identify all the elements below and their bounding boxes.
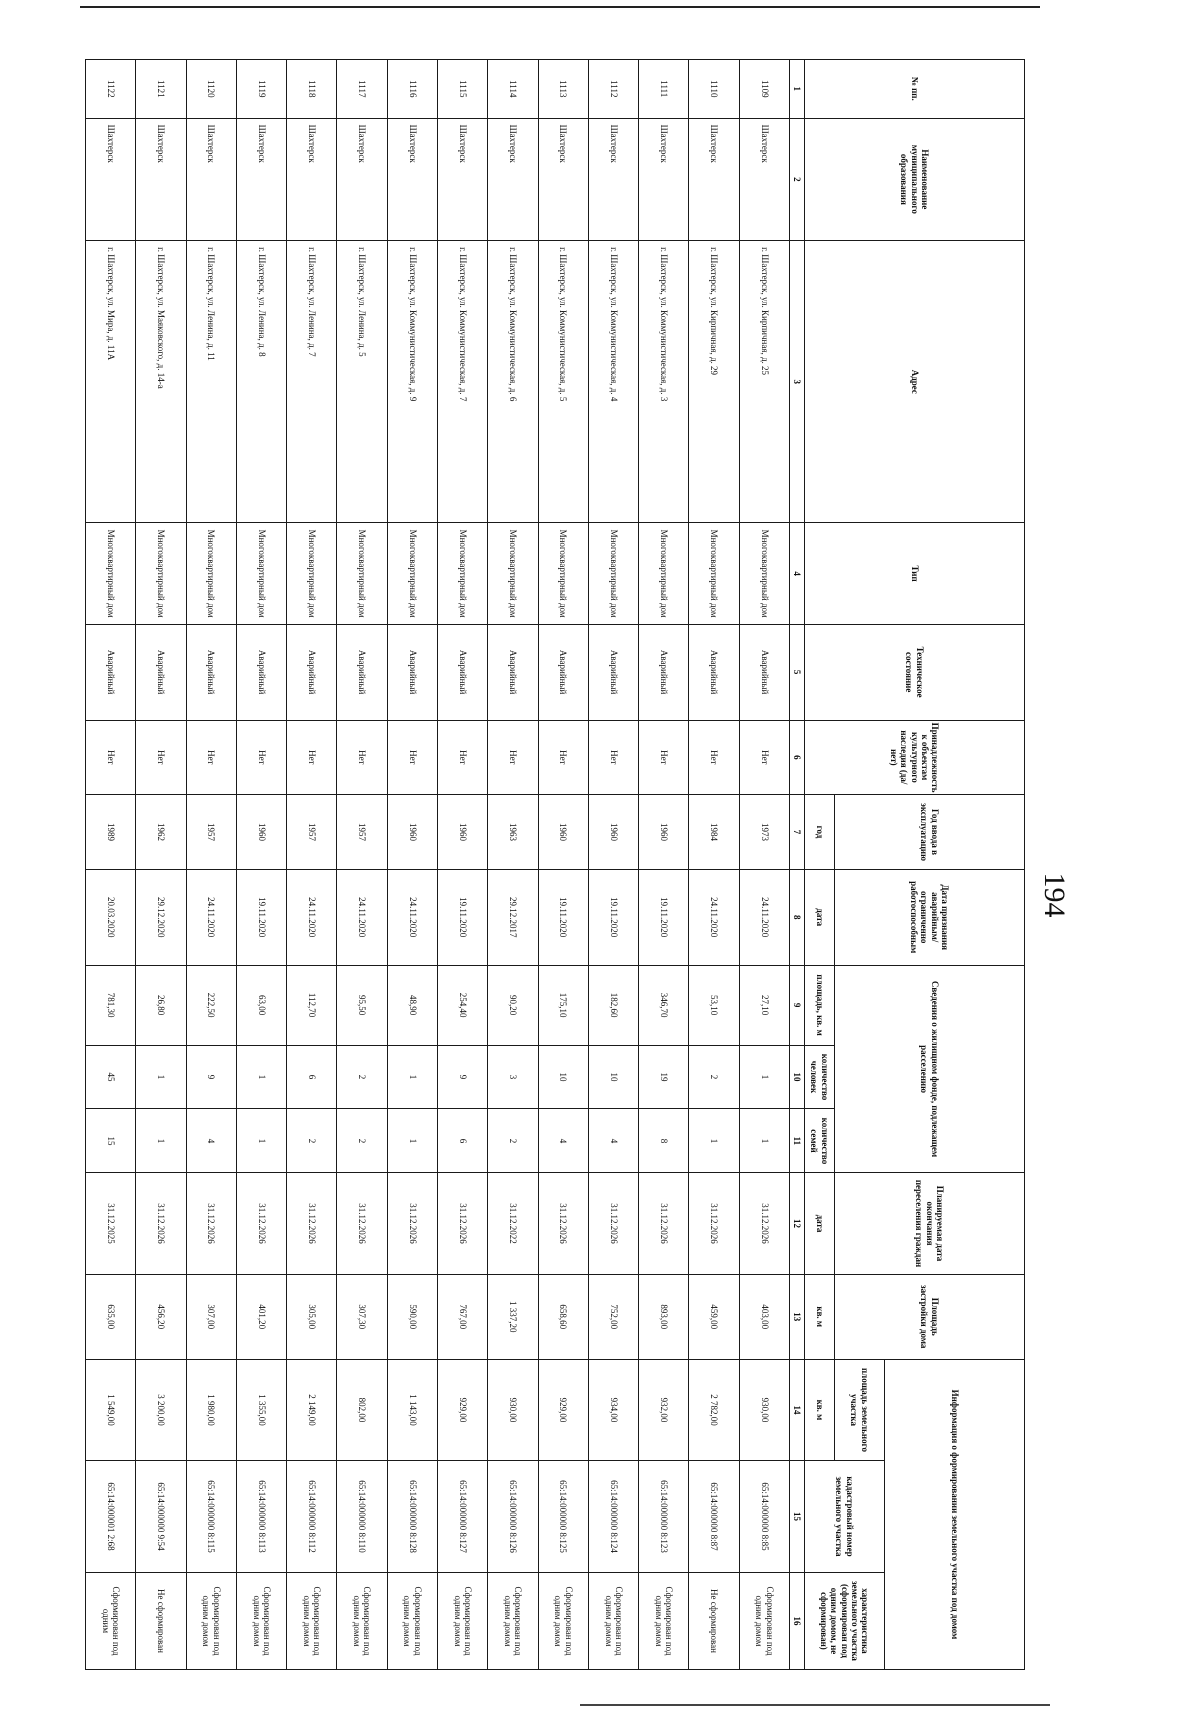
- column-number: 5: [790, 624, 805, 720]
- cadastral-cell: 65:14:000000 8:124: [588, 1461, 638, 1573]
- document-frame: [85, 59, 1025, 1670]
- families-cell: 2: [337, 1109, 387, 1173]
- table-row: [689, 60, 739, 1670]
- area-cell: 112,70: [287, 965, 337, 1045]
- header-built-sub: кв. м: [805, 1274, 835, 1359]
- address-cell: г. Шахтерск, ул. Ленина, д. 8: [236, 241, 286, 523]
- land-area-cell: 932,00: [639, 1359, 689, 1460]
- header-resettle-group: Планируемая дата окончания переселения граждан: [835, 1173, 1025, 1274]
- header-emergency-sub: дата: [805, 869, 835, 965]
- emergency-date-cell: 24.11.2020: [739, 869, 789, 965]
- resettle-date-cell: 31.12.2026: [136, 1173, 186, 1274]
- land-char-cell: Не сформирован: [689, 1572, 739, 1669]
- municipality-cell: Шахтерск: [387, 118, 437, 241]
- state-cell: Аварийный: [639, 624, 689, 720]
- state-cell: Аварийный: [689, 624, 739, 720]
- cadastral-cell: 65:14:000000 8:112: [287, 1461, 337, 1573]
- address-cell: г. Шахтерск, ул. Коммунистическая, д. 6: [488, 241, 538, 523]
- column-number: 15: [790, 1461, 805, 1573]
- resettle-date-cell: 31.12.2026: [639, 1173, 689, 1274]
- header-area-sub: площадь, кв. м: [805, 965, 835, 1045]
- address-cell: г. Шахтерск, ул. Коммунистическая, д. 3: [639, 241, 689, 523]
- resettle-date-cell: 31.12.2026: [337, 1173, 387, 1274]
- emergency-date-cell: 19.11.2020: [588, 869, 638, 965]
- type-cell: Многоквартирный дом: [588, 523, 638, 624]
- cadastral-cell: 65:14:000000 9:54: [136, 1461, 186, 1573]
- people-cell: 10: [588, 1045, 638, 1109]
- cultural-cell: Нет: [689, 720, 739, 795]
- area-cell: 27,10: [739, 965, 789, 1045]
- land-area-cell: 929,00: [438, 1359, 488, 1460]
- families-cell: 1: [236, 1109, 286, 1173]
- resettle-date-cell: 31.12.2026: [186, 1173, 236, 1274]
- municipality-cell: Шахтерск: [639, 118, 689, 241]
- row-number: 1113: [538, 60, 588, 119]
- people-cell: 2: [689, 1045, 739, 1109]
- built-area-cell: 456,20: [136, 1274, 186, 1359]
- families-cell: 6: [438, 1109, 488, 1173]
- emergency-date-cell: 24.11.2020: [689, 869, 739, 965]
- address-cell: г. Шахтерск, ул. Ленина, д. 7: [287, 241, 337, 523]
- header-cultural: Принадлежность к объектам культурного наследия (да/нет): [805, 720, 1025, 795]
- state-cell: Аварийный: [488, 624, 538, 720]
- column-number: 10: [790, 1045, 805, 1109]
- row-number: 1117: [337, 60, 387, 119]
- year-cell: 1960: [538, 795, 588, 870]
- cadastral-cell: 65:14:000000 8:113: [236, 1461, 286, 1573]
- scan-edge-top: [80, 6, 1040, 8]
- land-char-cell: Сформирован под одним домом: [588, 1572, 638, 1669]
- built-area-cell: 590,00: [387, 1274, 437, 1359]
- type-cell: Многоквартирный дом: [689, 523, 739, 624]
- built-area-cell: 307,00: [186, 1274, 236, 1359]
- land-area-cell: 1 980,00: [186, 1359, 236, 1460]
- area-cell: 222,50: [186, 965, 236, 1045]
- column-number: 3: [790, 241, 805, 523]
- year-cell: 1962: [136, 795, 186, 870]
- cadastral-cell: 65:14:000001 2:68: [86, 1461, 136, 1573]
- table-row: [488, 60, 538, 1670]
- people-cell: 1: [387, 1045, 437, 1109]
- header-housing-group: Сведения о жилищном фонде, подлежащем расселению: [835, 965, 1025, 1173]
- cultural-cell: Нет: [538, 720, 588, 795]
- municipality-cell: Шахтерск: [287, 118, 337, 241]
- land-area-cell: 929,00: [538, 1359, 588, 1460]
- land-char-cell: Сформирован под одним: [86, 1572, 136, 1669]
- table-row: [538, 60, 588, 1670]
- column-number: 7: [790, 795, 805, 870]
- table-row: [287, 60, 337, 1670]
- header-land-area-group: площадь земельного участка: [835, 1359, 885, 1460]
- state-cell: Аварийный: [739, 624, 789, 720]
- table-row: [588, 60, 638, 1670]
- cultural-cell: Нет: [236, 720, 286, 795]
- land-char-cell: Сформирован под одним домом: [236, 1572, 286, 1669]
- resettle-date-cell: 31.12.2026: [438, 1173, 488, 1274]
- emergency-date-cell: 24.11.2020: [186, 869, 236, 965]
- year-cell: 1960: [387, 795, 437, 870]
- land-char-cell: Сформирован под одним домом: [438, 1572, 488, 1669]
- state-cell: Аварийный: [438, 624, 488, 720]
- address-cell: г. Шахтерск, ул. Маяковского, д. 14-а: [136, 241, 186, 523]
- row-number: 1116: [387, 60, 437, 119]
- built-area-cell: 401,20: [236, 1274, 286, 1359]
- column-number: 16: [790, 1572, 805, 1669]
- municipality-cell: Шахтерск: [86, 118, 136, 241]
- resettle-date-cell: 31.12.2026: [739, 1173, 789, 1274]
- header-year-sub: год: [805, 795, 835, 870]
- cadastral-cell: 65:14:000000 8:87: [689, 1461, 739, 1573]
- year-cell: 1957: [186, 795, 236, 870]
- people-cell: 2: [337, 1045, 387, 1109]
- built-area-cell: 767,00: [438, 1274, 488, 1359]
- emergency-date-cell: 19.11.2020: [639, 869, 689, 965]
- emergency-date-cell: 29.12.2017: [488, 869, 538, 965]
- families-cell: 1: [689, 1109, 739, 1173]
- resettle-date-cell: 31.12.2025: [86, 1173, 136, 1274]
- year-cell: 1989: [86, 795, 136, 870]
- land-char-cell: Сформирован под одним домом: [639, 1572, 689, 1669]
- cultural-cell: Нет: [86, 720, 136, 795]
- built-area-cell: 1 337,20: [488, 1274, 538, 1359]
- area-cell: 346,70: [639, 965, 689, 1045]
- built-area-cell: 752,00: [588, 1274, 638, 1359]
- land-char-cell: Сформирован под одним домом: [387, 1572, 437, 1669]
- area-cell: 53,10: [689, 965, 739, 1045]
- column-number-row: [790, 60, 805, 1670]
- land-area-cell: 930,00: [488, 1359, 538, 1460]
- emergency-date-cell: 19.11.2020: [538, 869, 588, 965]
- type-cell: Многоквартирный дом: [639, 523, 689, 624]
- people-cell: 1: [739, 1045, 789, 1109]
- people-cell: 1: [136, 1045, 186, 1109]
- year-cell: 1957: [287, 795, 337, 870]
- state-cell: Аварийный: [538, 624, 588, 720]
- emergency-date-cell: 20.03.2020: [86, 869, 136, 965]
- table-row: [136, 60, 186, 1670]
- built-area-cell: 305,00: [287, 1274, 337, 1359]
- type-cell: Многоквартирный дом: [236, 523, 286, 624]
- year-cell: 1960: [588, 795, 638, 870]
- state-cell: Аварийный: [588, 624, 638, 720]
- cultural-cell: Нет: [287, 720, 337, 795]
- people-cell: 3: [488, 1045, 538, 1109]
- resettlement-table: [85, 59, 1025, 1670]
- municipality-cell: Шахтерск: [438, 118, 488, 241]
- column-number: 1: [790, 60, 805, 119]
- people-cell: 9: [186, 1045, 236, 1109]
- cultural-cell: Нет: [588, 720, 638, 795]
- type-cell: Многоквартирный дом: [438, 523, 488, 624]
- people-cell: 19: [639, 1045, 689, 1109]
- row-number: 1114: [488, 60, 538, 119]
- cultural-cell: Нет: [337, 720, 387, 795]
- resettle-date-cell: 31.12.2026: [287, 1173, 337, 1274]
- page-number: 194: [1038, 872, 1071, 918]
- row-number: 1110: [689, 60, 739, 119]
- resettle-date-cell: 31.12.2026: [236, 1173, 286, 1274]
- scan-edge-bottom: [580, 1704, 1050, 1706]
- header-families-sub: количество семей: [805, 1109, 835, 1173]
- address-cell: г. Шахтерск, ул. Коммунистическая, д. 4: [588, 241, 638, 523]
- year-cell: 1960: [639, 795, 689, 870]
- land-area-cell: 1 549,00: [86, 1359, 136, 1460]
- header-municipality: Наименование муниципального образования: [805, 118, 1025, 241]
- cultural-cell: Нет: [387, 720, 437, 795]
- resettle-date-cell: 31.12.2026: [689, 1173, 739, 1274]
- land-char-cell: Сформирован под одним домом: [287, 1572, 337, 1669]
- land-area-cell: 1 143,00: [387, 1359, 437, 1460]
- type-cell: Многоквартирный дом: [287, 523, 337, 624]
- type-cell: Многоквартирный дом: [488, 523, 538, 624]
- address-cell: г. Шахтерск, ул. Коммунистическая, д. 7: [438, 241, 488, 523]
- row-number: 1122: [86, 60, 136, 119]
- area-cell: 48,90: [387, 965, 437, 1045]
- families-cell: 15: [86, 1109, 136, 1173]
- people-cell: 9: [438, 1045, 488, 1109]
- families-cell: 1: [136, 1109, 186, 1173]
- type-cell: Многоквартирный дом: [86, 523, 136, 624]
- area-cell: 63,00: [236, 965, 286, 1045]
- table-row: [387, 60, 437, 1670]
- row-number: 1120: [186, 60, 236, 119]
- cultural-cell: Нет: [639, 720, 689, 795]
- type-cell: Многоквартирный дом: [136, 523, 186, 624]
- resettle-date-cell: 31.12.2022: [488, 1173, 538, 1274]
- municipality-cell: Шахтерск: [739, 118, 789, 241]
- families-cell: 2: [488, 1109, 538, 1173]
- table-row: [639, 60, 689, 1670]
- people-cell: 1: [236, 1045, 286, 1109]
- state-cell: Аварийный: [186, 624, 236, 720]
- column-number: 12: [790, 1173, 805, 1274]
- address-cell: г. Шахтерск, ул. Коммунистическая, д. 5: [538, 241, 588, 523]
- cadastral-cell: 65:14:000000 8:85: [739, 1461, 789, 1573]
- cadastral-cell: 65:14:000000 8:127: [438, 1461, 488, 1573]
- families-cell: 1: [387, 1109, 437, 1173]
- address-cell: г. Шахтерск, ул. Ленина, д. 11: [186, 241, 236, 523]
- land-area-cell: 2 149,00: [287, 1359, 337, 1460]
- address-cell: г. Шахтерск, ул. Ленина, д. 5: [337, 241, 387, 523]
- state-cell: Аварийный: [387, 624, 437, 720]
- table-row: [739, 60, 789, 1670]
- header-tech-state: Техническое состояние: [805, 624, 1025, 720]
- resettle-date-cell: 31.12.2026: [538, 1173, 588, 1274]
- header-land-group: Информация о формировании земельного участка под домом: [885, 1359, 1025, 1669]
- families-cell: 2: [287, 1109, 337, 1173]
- header-resettle-sub: дата: [805, 1173, 835, 1274]
- land-char-cell: Сформирован под одним домом: [488, 1572, 538, 1669]
- column-number: 11: [790, 1109, 805, 1173]
- families-cell: 1: [739, 1109, 789, 1173]
- families-cell: 4: [588, 1109, 638, 1173]
- year-cell: 1984: [689, 795, 739, 870]
- municipality-cell: Шахтерск: [186, 118, 236, 241]
- year-cell: 1960: [236, 795, 286, 870]
- land-char-cell: Сформирован под одним домом: [186, 1572, 236, 1669]
- emergency-date-cell: 19.11.2020: [438, 869, 488, 965]
- type-cell: Многоквартирный дом: [186, 523, 236, 624]
- year-cell: 1960: [438, 795, 488, 870]
- cultural-cell: Нет: [136, 720, 186, 795]
- header-num: № пп.: [805, 60, 1025, 119]
- area-cell: 781,30: [86, 965, 136, 1045]
- header-people-sub: количество человек: [805, 1045, 835, 1109]
- emergency-date-cell: 29.12.2020: [136, 869, 186, 965]
- people-cell: 45: [86, 1045, 136, 1109]
- row-number: 1112: [588, 60, 638, 119]
- municipality-cell: Шахтерск: [337, 118, 387, 241]
- area-cell: 175,10: [538, 965, 588, 1045]
- resettle-date-cell: 31.12.2026: [588, 1173, 638, 1274]
- built-area-cell: 403,00: [739, 1274, 789, 1359]
- area-cell: 95,50: [337, 965, 387, 1045]
- cadastral-cell: 65:14:000000 8:126: [488, 1461, 538, 1573]
- row-number: 1115: [438, 60, 488, 119]
- header-year-group: Год ввода в эксплуатацию: [835, 795, 1025, 870]
- land-char-cell: Сформирован под одним домом: [739, 1572, 789, 1669]
- state-cell: Аварийный: [287, 624, 337, 720]
- land-char-cell: Не сформирован: [136, 1572, 186, 1669]
- cultural-cell: Нет: [739, 720, 789, 795]
- table-row: [236, 60, 286, 1670]
- row-number: 1111: [639, 60, 689, 119]
- column-number: 14: [790, 1359, 805, 1460]
- built-area-cell: 307,30: [337, 1274, 387, 1359]
- row-number: 1119: [236, 60, 286, 119]
- built-area-cell: 658,60: [538, 1274, 588, 1359]
- table-row: [337, 60, 387, 1670]
- type-cell: Многоквартирный дом: [739, 523, 789, 624]
- people-cell: 6: [287, 1045, 337, 1109]
- families-cell: 8: [639, 1109, 689, 1173]
- row-number: 1109: [739, 60, 789, 119]
- built-area-cell: 635,00: [86, 1274, 136, 1359]
- row-number: 1118: [287, 60, 337, 119]
- header-land-char: характеристика земельного участка (сформирован под одним домом, не сформирован): [805, 1572, 885, 1669]
- cultural-cell: Нет: [186, 720, 236, 795]
- cadastral-cell: 65:14:000000 8:125: [538, 1461, 588, 1573]
- area-cell: 26,80: [136, 965, 186, 1045]
- municipality-cell: Шахтерск: [689, 118, 739, 241]
- emergency-date-cell: 19.11.2020: [236, 869, 286, 965]
- built-area-cell: 893,00: [639, 1274, 689, 1359]
- year-cell: 1963: [488, 795, 538, 870]
- municipality-cell: Шахтерск: [236, 118, 286, 241]
- municipality-cell: Шахтерск: [136, 118, 186, 241]
- year-cell: 1957: [337, 795, 387, 870]
- land-area-cell: 1 355,00: [236, 1359, 286, 1460]
- type-cell: Многоквартирный дом: [538, 523, 588, 624]
- cadastral-cell: 65:14:000000 8:128: [387, 1461, 437, 1573]
- table-row: [438, 60, 488, 1670]
- column-number: 9: [790, 965, 805, 1045]
- municipality-cell: Шахтерск: [488, 118, 538, 241]
- row-number: 1121: [136, 60, 186, 119]
- families-cell: 4: [186, 1109, 236, 1173]
- column-number: 4: [790, 523, 805, 624]
- state-cell: Аварийный: [236, 624, 286, 720]
- state-cell: Аварийный: [86, 624, 136, 720]
- table-body: [86, 60, 790, 1670]
- land-area-cell: 802,00: [337, 1359, 387, 1460]
- address-cell: г. Шахтерск, ул. Кирпичная, д. 29: [689, 241, 739, 523]
- header-built-group: Площадь застройки дома: [835, 1274, 1025, 1359]
- emergency-date-cell: 24.11.2020: [287, 869, 337, 965]
- address-cell: г. Шахтерск, ул. Мира, д. 11А: [86, 241, 136, 523]
- cadastral-cell: 65:14:000000 8:110: [337, 1461, 387, 1573]
- state-cell: Аварийный: [136, 624, 186, 720]
- address-cell: г. Шахтерск, ул. Коммунистическая, д. 9: [387, 241, 437, 523]
- area-cell: 182,60: [588, 965, 638, 1045]
- area-cell: 90,20: [488, 965, 538, 1045]
- resettle-date-cell: 31.12.2026: [387, 1173, 437, 1274]
- address-cell: г. Шахтерск, ул. Кирпичная, д. 25: [739, 241, 789, 523]
- column-number: 6: [790, 720, 805, 795]
- type-cell: Многоквартирный дом: [337, 523, 387, 624]
- land-area-cell: 934,00: [588, 1359, 638, 1460]
- cultural-cell: Нет: [438, 720, 488, 795]
- municipality-cell: Шахтерск: [588, 118, 638, 241]
- land-area-cell: 930,00: [739, 1359, 789, 1460]
- municipality-cell: Шахтерск: [538, 118, 588, 241]
- land-area-cell: 2 782,00: [689, 1359, 739, 1460]
- state-cell: Аварийный: [337, 624, 387, 720]
- land-char-cell: Сформирован под одним домом: [337, 1572, 387, 1669]
- type-cell: Многоквартирный дом: [387, 523, 437, 624]
- cadastral-cell: 65:14:000000 8:123: [639, 1461, 689, 1573]
- emergency-date-cell: 24.11.2020: [387, 869, 437, 965]
- header-emergency-group: Дата признания аварийным/ограниченно работоспособным: [835, 869, 1025, 965]
- people-cell: 10: [538, 1045, 588, 1109]
- rotated-document: [85, 59, 1025, 1670]
- land-char-cell: Сформирован под одним домом: [538, 1572, 588, 1669]
- land-area-cell: 3 200,00: [136, 1359, 186, 1460]
- header-address: Адрес: [805, 241, 1025, 523]
- column-number: 13: [790, 1274, 805, 1359]
- cultural-cell: Нет: [488, 720, 538, 795]
- header-land-area-sub: кв. м: [805, 1359, 835, 1460]
- header-cadastral: кадастровый номер земельного участка: [805, 1461, 885, 1573]
- families-cell: 4: [538, 1109, 588, 1173]
- header-type: Тип: [805, 523, 1025, 624]
- built-area-cell: 459,00: [689, 1274, 739, 1359]
- year-cell: 1973: [739, 795, 789, 870]
- table-row: [86, 60, 136, 1670]
- column-number: 2: [790, 118, 805, 241]
- area-cell: 254,40: [438, 965, 488, 1045]
- column-number: 8: [790, 869, 805, 965]
- table-row: [186, 60, 236, 1670]
- cadastral-cell: 65:14:000000 8:115: [186, 1461, 236, 1573]
- emergency-date-cell: 24.11.2020: [337, 869, 387, 965]
